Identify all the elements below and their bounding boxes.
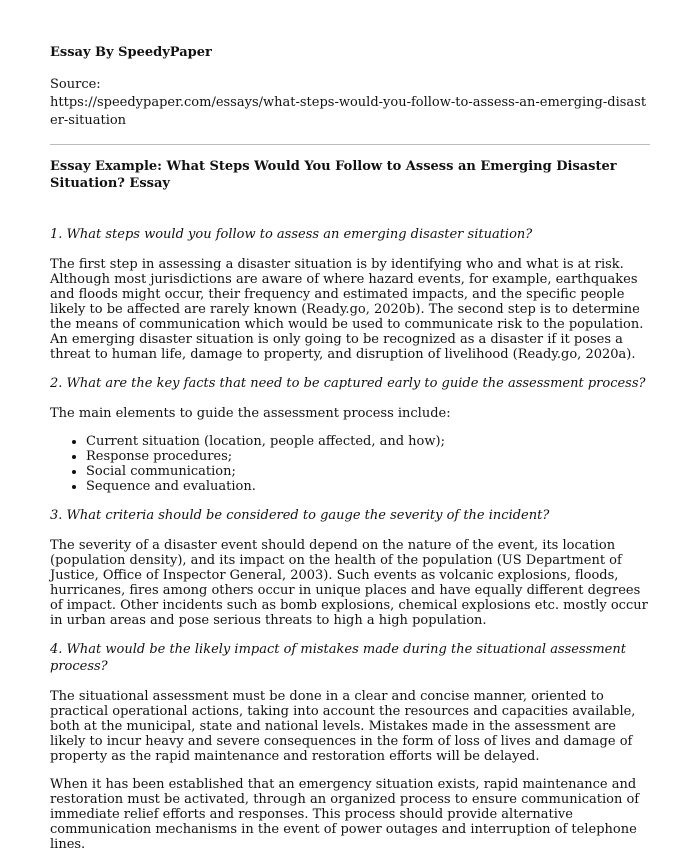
essay-section — [50, 641, 650, 852]
section-paragraph: The main elements to guide the assessment process include: — [50, 406, 451, 421]
source-url: https://speedypaper.com/essays/what-steps-would-you-follow-to-assess-an-emerging-disaster-situation — [50, 95, 647, 128]
header-title: Essay By SpeedyPaper — [50, 45, 212, 60]
section-question: 2. What are the key facts that need to be captured early to guide the assessment process? — [50, 376, 646, 391]
bullet-item: • Sequence and evaluation. — [86, 479, 650, 494]
essay-title: Essay Example: What Steps Would You Follow to Assess an Emerging Disaster Situation? Essay — [50, 159, 617, 191]
essay-section — [50, 226, 650, 362]
section-paragraph: The situational assessment must be done in a clear and concise manner, oriented to practical operational actions, taking into account the resources and capacities available, both at the municipal, state and national levels. Mistakes made in the assessment are likely to incur heavy and severe consequences in the form of loss of lives and damage of property as the rapid maintenance and restoration efforts will be delayed. — [50, 689, 636, 764]
bullet-item: • Current situation (location, people affected, and how); — [86, 434, 650, 449]
section-paragraph: The severity of a disaster event should depend on the nature of the event, its location (population density), and its impact on the health of the population (US Department of Justice, Office of Inspector General, 2003). Such events as volcanic explosions, floods, hurricanes, fires among others occur in unique places and have equally different degrees of impact. Other incidents such as bomb explosions, chemical explosions etc. mostly occur in urban areas and pose serious threats to high a high population. — [50, 538, 648, 628]
section-question: 4. What would be the likely impact of mistakes made during the situational assessment process? — [50, 642, 626, 674]
section-paragraph: The first step in assessing a disaster situation is by identifying who and what is at risk. Although most jurisdictions are aware of where hazard events, for example, earthquakes and floods might occur, their frequency and estimated impacts, and the specific people likely to be affected are rarely known (Ready.go, 2020b). The second step is to determine the means of communication which would be used to communicate risk to the population. An emerging disaster situation is only going to be recognized as a disaster if it poses a threat to human life, damage to property, and disruption of livelihood (Ready.go, 2020a). — [50, 257, 644, 362]
essay-section — [50, 375, 650, 494]
section-question: 3. What criteria should be considered to gauge the severity of the incident? — [50, 508, 550, 523]
source-block — [50, 76, 650, 130]
bullet-item: • Social communication; — [86, 464, 650, 479]
header-divider — [50, 144, 650, 145]
bullet-list — [50, 434, 650, 494]
source-label: Source: — [50, 77, 101, 92]
section-question: 1. What steps would you follow to assess an emerging disaster situation? — [50, 227, 533, 242]
section-paragraph: When it has been established that an emergency situation exists, rapid maintenance and restoration must be activated, through an organized process to ensure communication of immediate relief efforts and responses. This process should provide alternative communication mechanisms in the event of power outages and interruption of telephone lines. — [50, 777, 640, 852]
bullet-item: • Response procedures; — [86, 449, 650, 464]
essay-section — [50, 507, 650, 628]
